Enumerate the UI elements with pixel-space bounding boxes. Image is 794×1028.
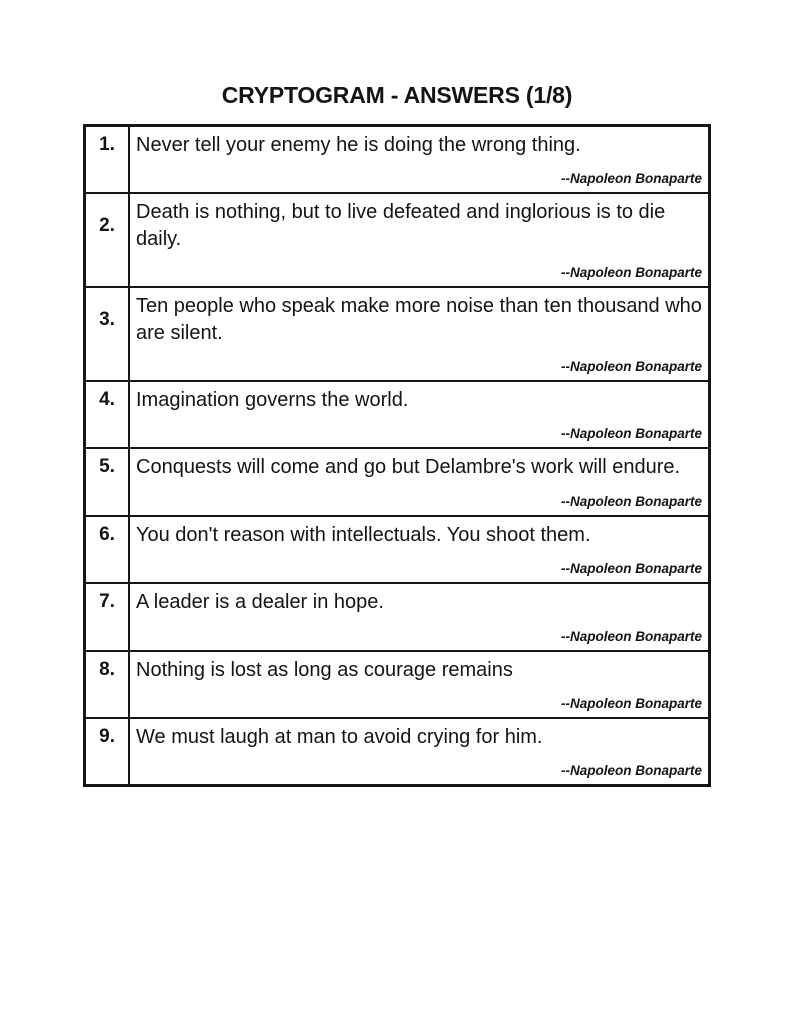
row-content-cell xyxy=(130,288,708,380)
table-row xyxy=(86,127,708,192)
row-number-cell xyxy=(86,517,130,582)
row-content-cell xyxy=(130,194,708,286)
row-number-cell xyxy=(86,382,130,447)
quote-text: We must laugh at man to avoid crying for him. xyxy=(136,725,543,748)
row-number: 1. xyxy=(99,134,115,155)
attribution-text: --Napoleon Bonaparte xyxy=(560,561,702,577)
row-number-box xyxy=(86,724,128,750)
row-number: 2. xyxy=(99,214,115,236)
quote-text: Death is nothing, but to live defeated and inglorious is to die daily. xyxy=(136,201,666,250)
row-number-box xyxy=(86,454,128,480)
attribution-text: --Napoleon Bonaparte xyxy=(560,426,702,442)
page-title: CRYPTOGRAM - ANSWERS (1/8) xyxy=(221,82,573,108)
row-number-cell xyxy=(86,194,130,286)
row-number-cell xyxy=(86,719,130,784)
row-content-cell xyxy=(130,382,708,447)
row-content-cell xyxy=(130,127,708,192)
table-row xyxy=(86,447,708,514)
table-row xyxy=(86,515,708,582)
table-row xyxy=(86,717,708,784)
row-number: 9. xyxy=(99,725,115,747)
answers-table xyxy=(83,124,711,787)
row-number-cell xyxy=(86,288,130,380)
row-number-box xyxy=(86,522,128,548)
row-content-cell xyxy=(130,449,708,514)
row-number: 4. xyxy=(99,388,115,410)
quote-text: Conquests will come and go but Delambre's work will endure. xyxy=(136,456,681,479)
table-row xyxy=(86,286,708,380)
quote-text: Nothing is lost as long as courage remains xyxy=(136,658,513,681)
attribution-text: --Napoleon Bonaparte xyxy=(560,171,702,187)
attribution-text: --Napoleon Bonaparte xyxy=(560,763,702,779)
row-number-box xyxy=(86,293,128,346)
row-number: 8. xyxy=(99,658,115,680)
row-content-cell xyxy=(130,719,708,784)
row-number: 5. xyxy=(99,456,115,478)
row-number-box xyxy=(86,199,128,252)
row-number-box xyxy=(86,589,128,615)
row-number-box xyxy=(86,132,128,158)
row-number: 3. xyxy=(99,308,115,330)
row-content-cell xyxy=(130,652,708,717)
row-content-cell xyxy=(130,584,708,649)
row-number-cell xyxy=(86,449,130,514)
quote-text: You don't reason with intellectuals. You shoot them. xyxy=(136,523,591,546)
table-row xyxy=(86,582,708,649)
row-number-cell xyxy=(86,652,130,717)
row-number-cell xyxy=(86,584,130,649)
attribution-text: --Napoleon Bonaparte xyxy=(560,628,702,644)
row-number: 7. xyxy=(99,591,115,613)
attribution-text: --Napoleon Bonaparte xyxy=(560,265,702,281)
table-row xyxy=(86,380,708,447)
attribution-text: --Napoleon Bonaparte xyxy=(560,493,702,509)
quote-text: Ten people who speak make more noise than ten thousand who are silent. xyxy=(136,295,702,344)
quote-text: Never tell your enemy he is doing the wrong thing. xyxy=(136,134,581,156)
table-row xyxy=(86,650,708,717)
row-number: 6. xyxy=(99,523,115,545)
attribution-text: --Napoleon Bonaparte xyxy=(560,358,702,374)
attribution-text: --Napoleon Bonaparte xyxy=(560,695,702,711)
quote-text: Imagination governs the world. xyxy=(136,388,409,411)
table-row xyxy=(86,192,708,286)
row-number-cell xyxy=(86,127,130,192)
quote-text: A leader is a dealer in hope. xyxy=(136,591,384,614)
row-number-box xyxy=(86,387,128,413)
row-number-box xyxy=(86,657,128,683)
row-content-cell xyxy=(130,517,708,582)
